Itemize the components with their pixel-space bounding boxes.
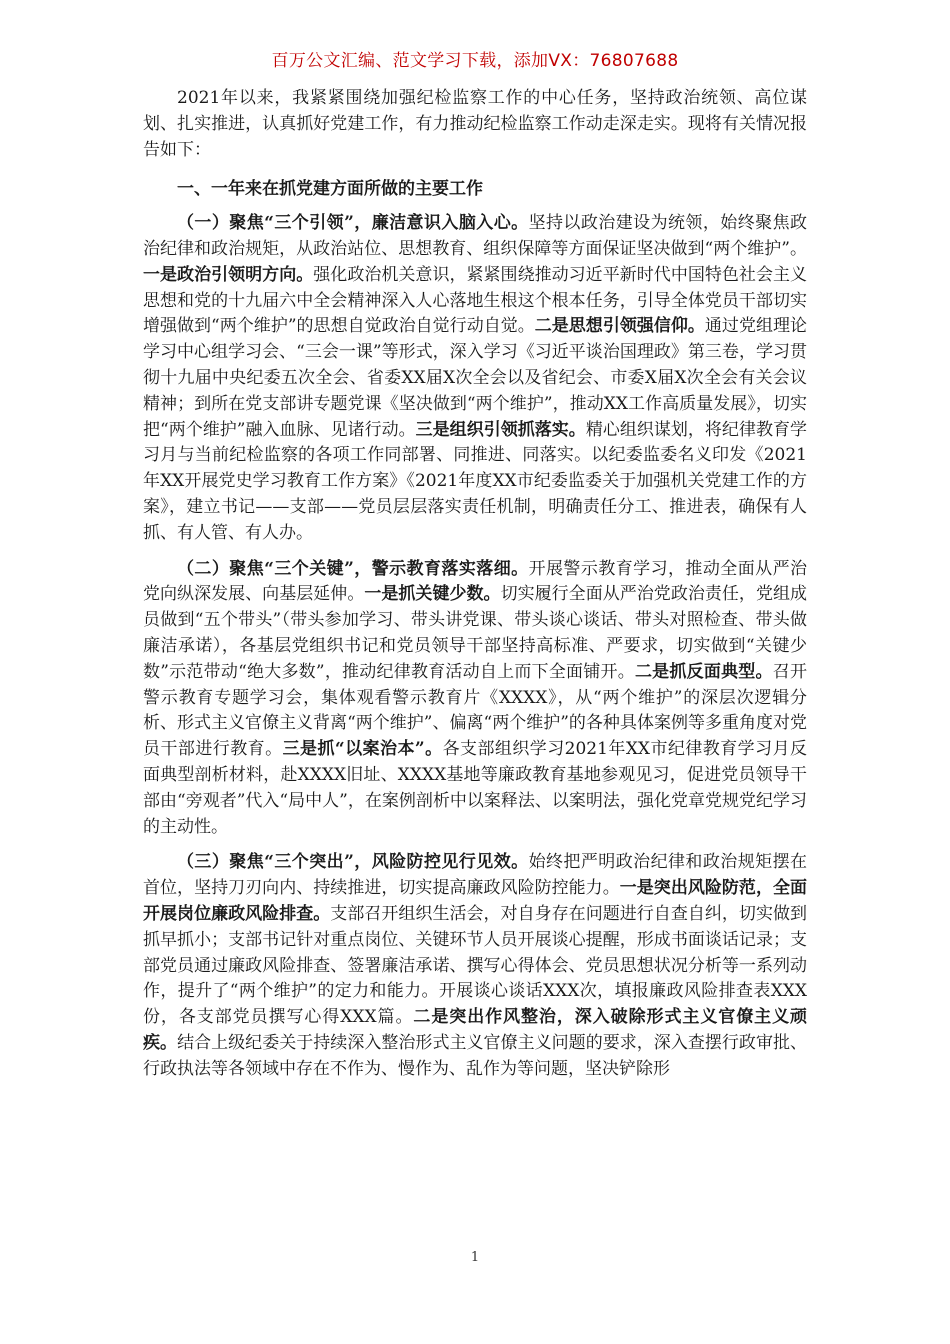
subsection-3-paragraph — [143, 850, 807, 1082]
document-body — [143, 86, 807, 1082]
bold-point: 二是抓反面典型。 — [634, 661, 773, 682]
bold-point: 三是抓“以案治本”。 — [282, 739, 443, 760]
body-text: 各支部组织学习2021年XX市纪律教育学习月反面典型剖析材料，赴XXXX旧址、XXXX基地等廉政教育基地参观见习，促进党员领导干部由“旁观者”代入“局中人”，在案例剖析中以案释法、以案明法，强化党章党规党纪学习的主动性。 — [143, 739, 808, 837]
subsection-3-title: （三）聚焦“三个突出”，风险防控见行见效。 — [177, 852, 529, 873]
body-text: 开展警示教育学习，推动全面从严治党向纵深发展、向基层延伸。 — [143, 558, 807, 605]
bold-point: 二是思想引领强信仰。 — [534, 316, 705, 337]
body-text: 结合上级纪委关于持续深入整治形式主义官僚主义问题的要求，深入查摆行政审批、行政执法等各领域中存在不作为、慢作为、乱作为等问题，坚决铲除形 — [143, 1032, 808, 1079]
body-text: 始终把严明政治纪律和政治规矩摆在首位，坚持刀刃向内、持续推进，切实提高廉政风险防控能力。 — [143, 852, 807, 899]
bold-point: 一是抓关键少数。 — [364, 584, 501, 605]
subsection-1-title: （一）聚焦“三个引领”，廉洁意识入脑入心。 — [177, 213, 529, 234]
intro-paragraph: 2021年以来，我紧紧围绕加强纪检监察工作的中心任务，坚持政治统领、高位谋划、扎实推进，认真抓好党建工作，有力推动纪检监察工作动走深走实。现将有关情况报告如下： — [143, 88, 807, 160]
section-heading: 一、一年来在抓党建方面所做的主要工作 — [177, 179, 483, 200]
watermark-banner: 百万公文汇编、范文学习下载，添加VX：76807688 — [271, 51, 679, 71]
bold-point: 三是组织引领抓落实。 — [415, 419, 586, 440]
body-text: 支部召开组织生活会，对自身存在问题进行自查自纠，切实做到抓早抓小；支部书记针对重点岗位、关键环节人员开展谈心提醒，形成书面谈话记录；支部党员通过廉政风险排查、签署廉洁承诺、撰写心得体会、党员思想状况分析等一系列动作，提升了“两个维护”的定力和能力。开展谈心谈话XXX次，填报廉政风险排查表XXX份，各支部党员撰写心得XXX篇。 — [143, 903, 808, 1028]
body-text: 坚持以政治建设为统领，始终聚焦政治纪律和政治规矩，从政治站位、思想教育、组织保障等方面保证坚决做到“两个维护”。 — [143, 213, 807, 259]
subsection-2-title: （二）聚焦“三个关键”，警示教育落实落细。 — [177, 558, 529, 579]
body-text: 精心组织谋划，将纪律教育学习月与当前纪检监察的各项工作同部署、同推进、同落实。以纪委监委名义印发《2021年XX开展党史学习教育工作方案》《2021年度XX市纪委监委关于加强机关党建工作的方案》，建立书记——支部——党员层层落实责任机制，明确责任分工、推进表，确保有人抓、有人管、有人办。 — [143, 419, 807, 543]
body-text: 强化政治机关意识，紧紧围绕推动习近平新时代中国特色社会主义思想和党的十九届六中全会精神深入人心落地生根这个根本任务，引导全体党员干部切实增强做到“两个维护”的思想自觉政治自觉行动自觉。 — [143, 264, 808, 337]
bold-point: 二是突出作风整治，深入破除形式主义官僚主义顽疾。 — [143, 1007, 808, 1053]
bold-point: 一是突出风险防范，全面开展岗位廉政风险排查。 — [143, 878, 808, 924]
bold-point: 一是政治引领明方向。 — [143, 264, 314, 285]
page-number: 1 — [470, 1250, 480, 1265]
body-text: 切实履行全面从严治党政治责任，党组成员做到“五个带头”（带头参加学习、带头讲党课、带头谈心谈话、带头对照检查、带头做廉洁承诺），各基层党组织书记和党员领导干部坚持高标准、严要求，切实做到“关键少数”示范带动“绝大多数”，推动纪律教育活动自上而下全面铺开。 — [143, 584, 808, 682]
body-text: 召开警示教育专题学习会，集体观看警示教育片《XXXX》，从“两个维护”的深层次逻辑分析、形式主义官僚主义背离“两个维护”、偏离“两个维护”的各种具体案例等多重角度对党员干部进行教育。 — [143, 661, 808, 760]
body-text: 通过党组理论学习中心组学习会、“三会一课”等形式，深入学习《习近平谈治国理政》第三卷，学习贯彻十九届中央纪委五次全会、省委XX届X次全会以及省纪会、市委X届X次全会有关会议精神；到所在党支部讲专题党课《坚决做到“两个维护”，推动XX工作高质量发展》，切实把“两个维护”融入血脉、见诸行动。 — [143, 316, 807, 440]
subsection-1-paragraph — [143, 211, 807, 546]
subsection-2-paragraph — [143, 557, 807, 841]
